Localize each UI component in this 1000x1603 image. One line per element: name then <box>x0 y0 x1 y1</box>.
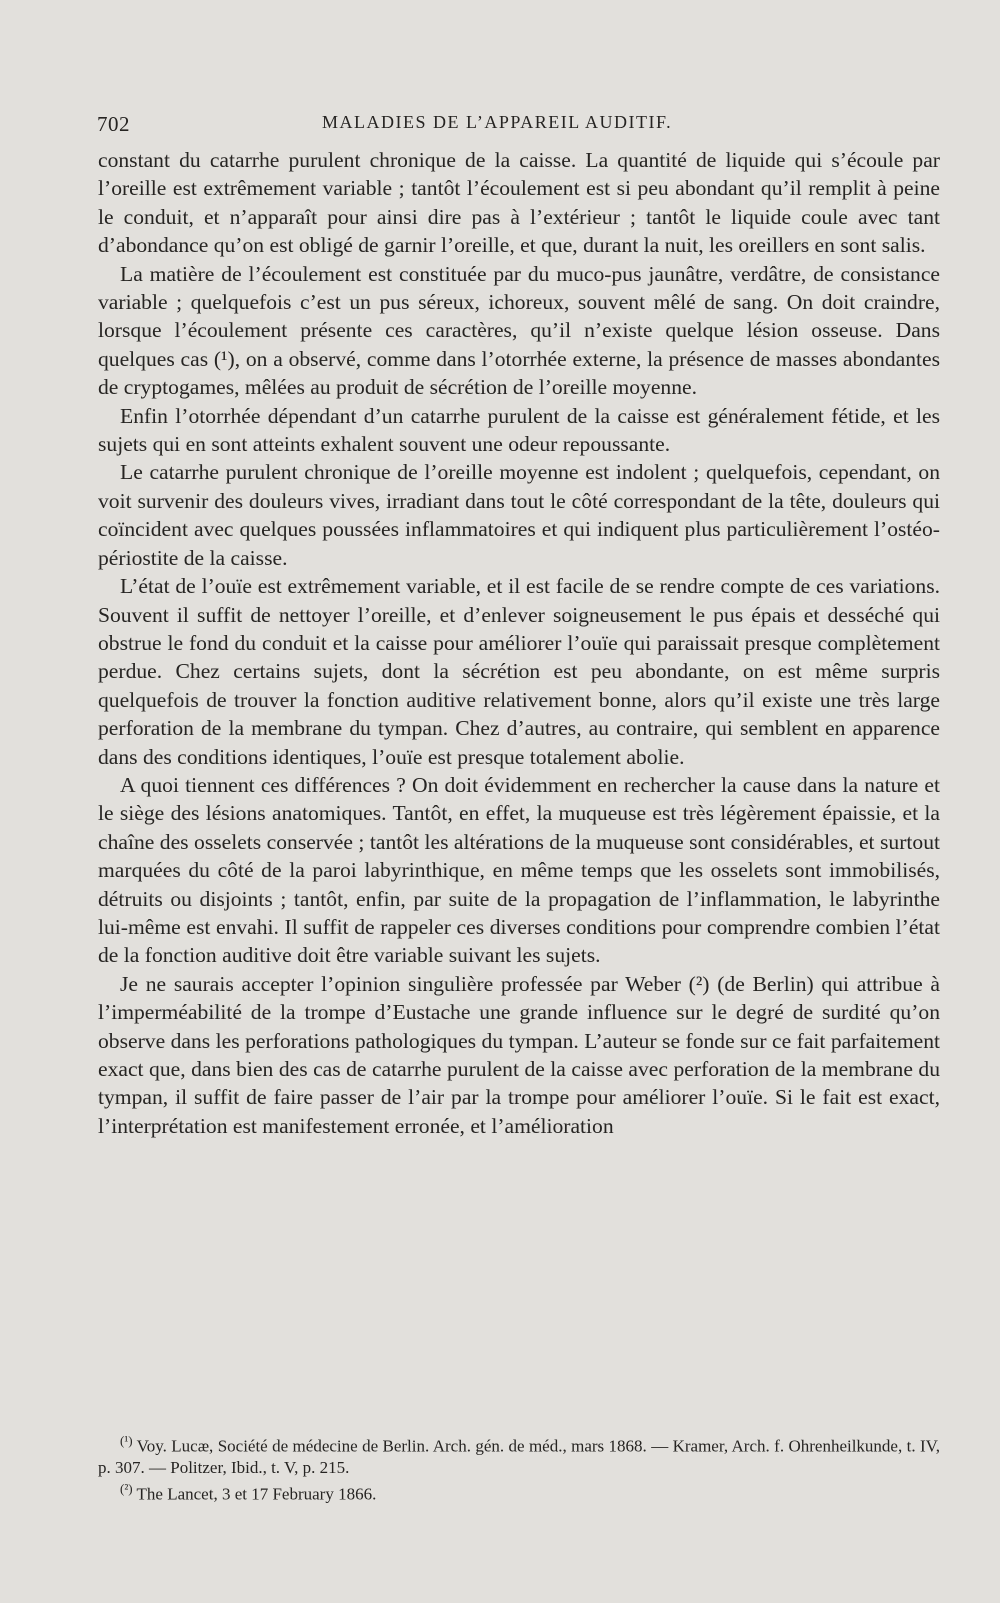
footnote-text: Voy. Lucæ, Société de médecine de Berlin. Arch. gén. de méd., mars 1868. — Kramer, Arch. f. Ohrenheilkunde, t. IV, p. 307. — Politzer, Ibid., t. V, p. 215. <box>98 1436 940 1477</box>
body-text <box>98 146 940 1140</box>
running-title: MALADIES DE L’APPAREIL AUDITIF. <box>322 112 673 132</box>
paragraph: constant du catarrhe purulent chronique de la caisse. La quantité de liquide qui s’écoule par l’oreille est extrêmement variable ; tantôt l’écoulement est si peu abondant qu’il remplit à peine le conduit, et n’apparaît pour ainsi dire pas à l’extérieur ; tantôt le liquide coule avec tant d’abondance qu’on est obligé de garnir l’oreille, et que, durant la nuit, les oreillers en sont salis. <box>98 148 940 258</box>
paragraph: Je ne saurais accepter l’opinion singulière professée par Weber (²) (de Berlin) qui attribue à l’imperméabilité de la trompe d’Eustache une grande influence sur le degré de surdité qu’on observe dans les perforations pathologiques du tympan. L’auteur se fonde sur ce fait parfaitement exact que, dans bien des cas de catarrhe purulent de la caisse avec perforation de la membrane du tympan, il suffit de faire passer de l’air par la trompe pour améliorer l’ouïe. Si le fait est exact, l’interprétation est manifestement erronée, et l’amélioration <box>98 971 940 1138</box>
footnote-label: (¹) <box>120 1433 133 1448</box>
footnote-label: (²) <box>120 1480 133 1496</box>
paragraph: L’état de l’ouïe est extrêmement variable, et il est facile de se rendre compte de ces variations. Souvent il suffit de nettoyer l’oreille, et d’enlever soigneusement le pus épais et desséché qui obstrue le fond du conduit et la caisse pour améliorer l’ouïe qui paraissait presque complètement perdue. Chez certains sujets, dont la sécrétion est peu abondante, on est même surpris quelquefois de trouver la fonction auditive relativement bonne, alors qu’il existe une très large perforation de la membrane du tympan. Chez d’autres, au contraire, qui semblent en apparence dans des conditions identiques, l’ouïe est presque totalement abolie. <box>98 574 940 769</box>
footnote <box>98 1478 940 1505</box>
footnotes <box>98 1430 940 1504</box>
paragraph: La matière de l’écoulement est constituée par du muco-pus jaunâtre, verdâtre, de consistance variable ; quelquefois c’est un pus séreux, ichoreux, souvent mêlé de sang. On doit craindre, lorsque l’écoulement présente ces caractères, qu’il n’existe quelque lésion osseuse. Dans quelques cas (¹), on a observé, comme dans l’otorrhée externe, la présence de masses abondantes de cryptogames, mêlées au produit de sécrétion de l’oreille moyenne. <box>98 261 940 400</box>
paragraph: Le catarrhe purulent chronique de l’oreille moyenne est indolent ; quelquefois, cependant, on voit survenir des douleurs vives, irradiant dans tout le côté correspondant de la tête, douleurs qui coïncident avec quelques poussées inflammatoires et qui indiquent plus particulièrement l’ostéo-périostite de la caisse. <box>98 460 940 570</box>
page-number: 702 <box>97 112 130 136</box>
paragraph: A quoi tiennent ces différences ? On doit évidemment en rechercher la cause dans la nature et le siège des lésions anatomiques. Tantôt, en effet, la muqueuse est très légèrement épaissie, et la chaîne des osselets conservée ; tantôt les altérations de la muqueuse sont considérables, et surtout marquées du côté de la paroi labyrinthique, en même temps que les osselets sont immobilisés, détruits ou disjoints ; tantôt, enfin, par suite de la propagation de l’inflammation, le labyrinthe lui-même est envahi. Il suffit de rappeler ces diverses conditions pour comprendre combien l’état de la fonction auditive doit être variable suivant les sujets. <box>98 772 940 968</box>
page-header <box>97 112 927 140</box>
footnote-text: The Lancet, 3 et 17 February 1866. <box>136 1484 377 1504</box>
footnote <box>98 1430 940 1478</box>
paragraph: Enfin l’otorrhée dépendant d’un catarrhe purulent de la caisse est généralement fétide, et les sujets qui en sont atteints exhalent souvent une odeur repoussante. <box>98 403 940 457</box>
